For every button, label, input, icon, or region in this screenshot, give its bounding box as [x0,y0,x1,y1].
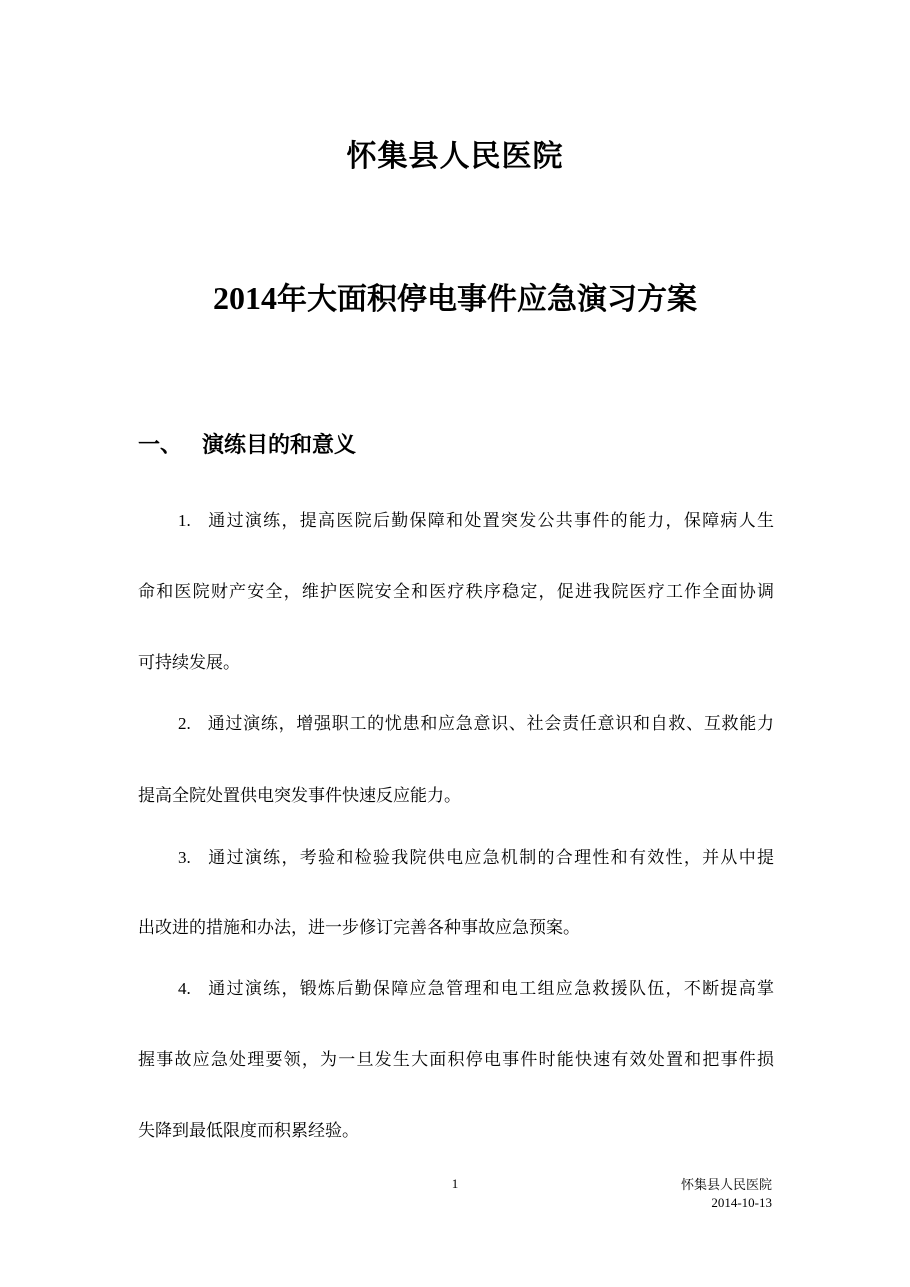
document-subtitle [0,278,910,320]
item-line: 提高全院处置供电突发事件快速反应能力。 [138,786,461,806]
item-line: 出改进的措施和办法，进一步修订完善各种事故应急预案。 [138,918,580,938]
document-title: 怀集县人民医院 [346,139,564,174]
item-line: 可持续发展。 [138,653,240,673]
item-line: 失降到最低限度而积累经验。 [138,1121,359,1141]
item-text: 通过演练，提高医院后勤保障和处置突发公共事件的能力，保障病人生 [207,511,774,531]
section-number: 一、 [138,433,183,458]
item-number: 3. [178,848,191,867]
item-text: 通过演练，锻炼后勤保障应急管理和电工组应急救援队伍，不断提高掌 [207,979,774,999]
item-text: 通过演练，增强职工的忧患和应急意识、社会责任意识和自救、互救能力 [207,714,774,734]
section-title: 演练目的和意义 [202,433,357,458]
item-number: 2. [178,714,191,733]
item-line: 握事故应急处理要领，为一旦发生大面积停电事件时能快速有效处置和把事件损 [138,1050,774,1070]
page-number: 1 [451,1176,459,1191]
item-line [138,846,774,870]
footer-date: 2014-10-13 [711,1195,772,1210]
item-number: 1. [178,511,191,530]
footer-org: 怀集县人民医院 [680,1178,772,1193]
item-text: 通过演练，考验和检验我院供电应急机制的合理性和有效性，并从中提 [207,848,774,868]
item-line: 命和医院财产安全，维护医院安全和医疗秩序稳定，促进我院医疗工作全面协调 [138,582,774,602]
section-heading [138,430,356,462]
subtitle-year: 2014 [213,280,277,316]
subtitle-text: 年大面积停电事件应急演习方案 [277,282,697,317]
item-line [138,712,774,736]
item-line [138,509,774,533]
item-line [138,977,774,1001]
footer-info [681,1177,772,1211]
item-number: 4. [178,979,191,998]
